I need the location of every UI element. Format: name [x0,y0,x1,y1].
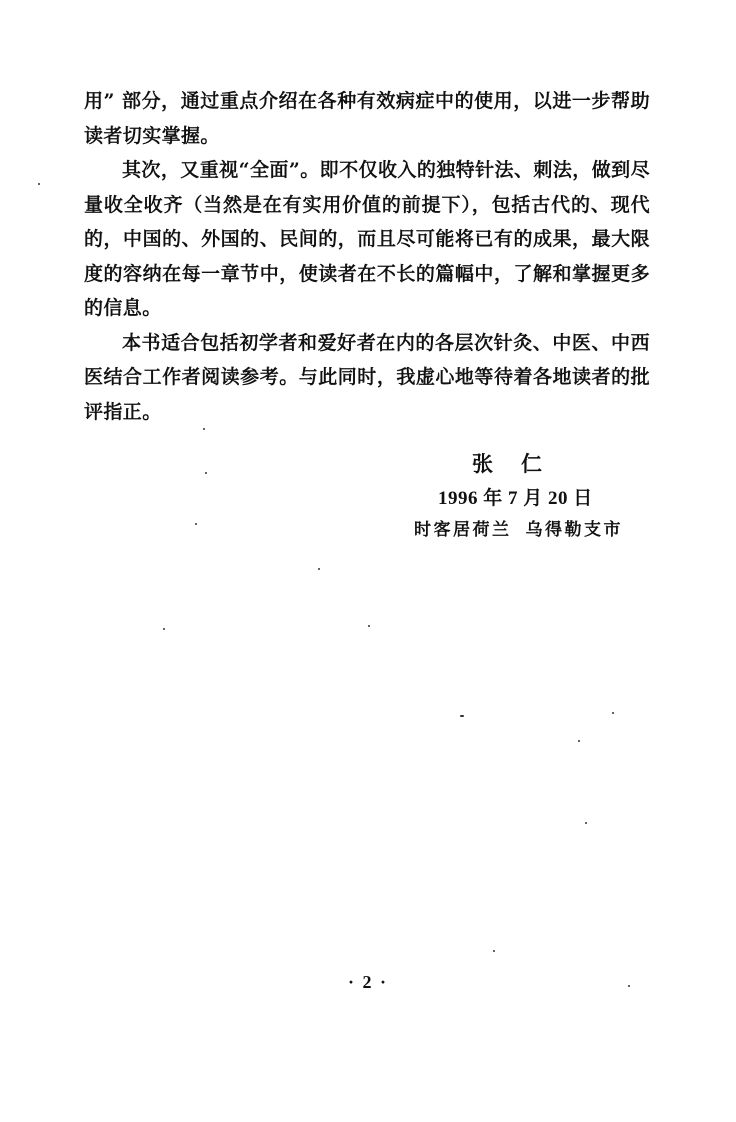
paragraph-audience: 本书适合包括初学者和爱好者在内的各层次针灸、中医、中西医结合工作者阅读参考。与此同时，我虚心地等待着各地读者的批评指正。 [84,331,650,423]
scan-speck [163,628,165,630]
place-prefix: 时客居荷兰 [414,520,512,540]
scan-speck [628,985,630,987]
scan-speck [318,568,320,570]
scan-speck [493,950,495,952]
place-city: 乌得勒支市 [525,520,623,540]
paragraph-comprehensive: 其次，又重视“全面”。即不仅收入的独特针法、刺法，做到尽量收全收齐（当然是在有实用价值的前提下），包括古代的、现代的，中国的、外国的、民间的，而且尽可能将已有的成果，最大限度的容纳在每一章节中，使读者在不长的篇幅中，了解和掌握更多的信息。 [84,159,650,319]
scan-speck [612,712,614,714]
author-signature [472,448,732,478]
scan-speck [578,740,580,742]
scan-speck [205,472,207,474]
preface-body [84,84,650,429]
scan-speck [585,822,587,824]
signature-place [414,515,674,540]
author-surname: 张 [472,451,495,476]
scan-speck [195,523,197,525]
author-given-name: 仁 [521,451,544,476]
scan-speck [368,625,370,627]
scan-speck [460,715,464,717]
scan-speck [38,183,40,185]
scan-speck [203,428,205,430]
signature-date: 1996 年 7 月 20 日 [438,488,593,509]
paragraph-continuation: 用” 部分，通过重点介绍在各种有效病症中的使用，以进一步帮助读者切实掌握。 [84,90,650,147]
page-number: · 2 · [347,972,388,992]
